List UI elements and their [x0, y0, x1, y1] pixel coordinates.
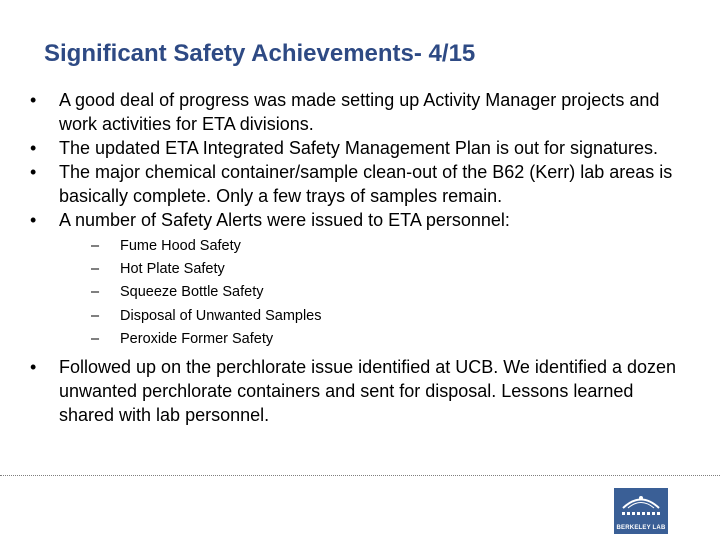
safety-alert-item: – Fume Hood Safety	[91, 235, 680, 258]
bullet-list	[30, 88, 680, 427]
safety-alert-list	[59, 235, 680, 351]
bullet-item-safety-alerts	[30, 208, 680, 351]
safety-alert-item: – Hot Plate Safety	[91, 258, 680, 281]
berkeley-lab-logo	[614, 488, 668, 534]
bullet-item: • The updated ETA Integrated Safety Management Plan is out for signatures.	[30, 136, 680, 160]
footer-divider	[0, 475, 720, 476]
safety-alert-item: – Disposal of Unwanted Samples	[91, 305, 680, 328]
logo-text: BERKELEY LAB	[616, 525, 666, 531]
bullet-text: A number of Safety Alerts were issued to ETA personnel:	[59, 210, 510, 230]
slide-title: Significant Safety Achievements- 4/15	[44, 40, 476, 67]
bullet-item: • Followed up on the perchlorate issue identified at UCB. We identified a dozen unwanted perchlorate containers and sent for disposal. Lessons learned shared with lab personnel.	[30, 355, 680, 427]
safety-alert-item: – Squeeze Bottle Safety	[91, 281, 680, 304]
bullet-item: • The major chemical container/sample clean-out of the B62 (Kerr) lab areas is basically complete. Only a few trays of samples remain.	[30, 160, 680, 208]
safety-alert-item: – Peroxide Former Safety	[91, 328, 680, 351]
bullet-item: • A good deal of progress was made setting up Activity Manager projects and work activities for ETA divisions.	[30, 88, 680, 136]
